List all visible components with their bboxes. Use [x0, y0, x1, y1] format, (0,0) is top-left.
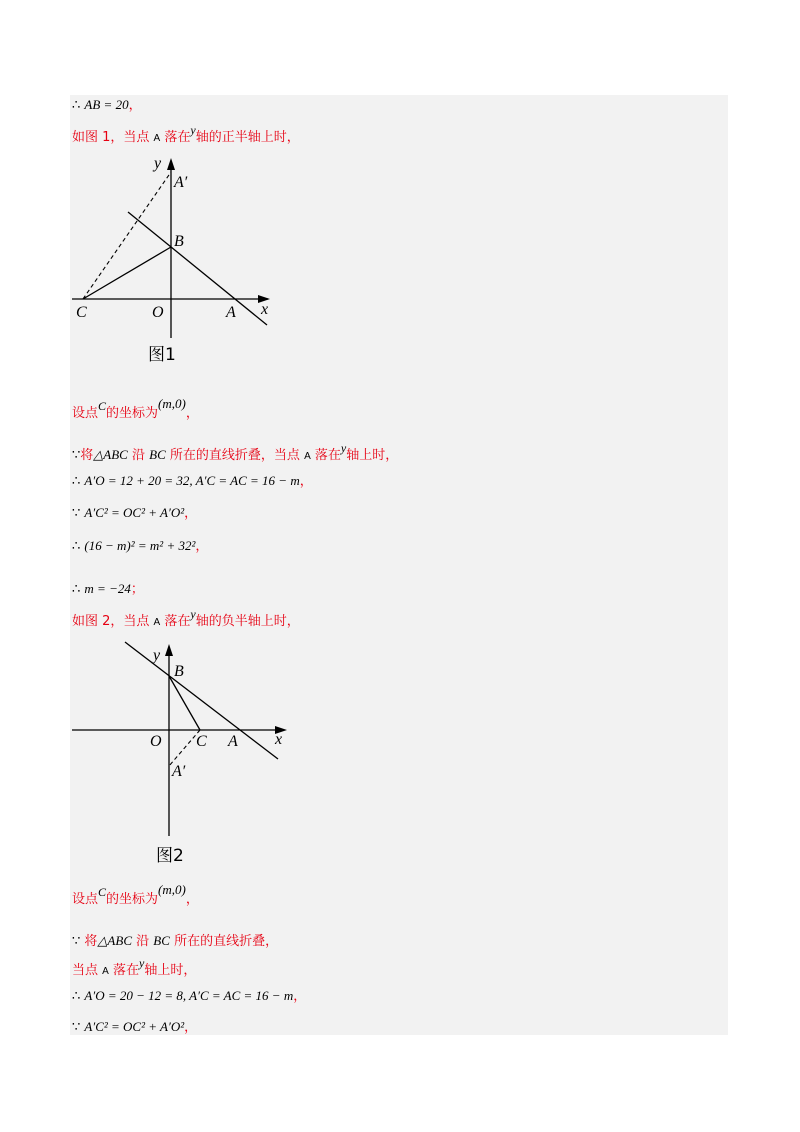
triangle: △ABC — [97, 933, 132, 948]
equation-substitution — [72, 537, 208, 556]
length-a-prime-o-2 — [72, 987, 306, 1006]
equation: A′O = 20 − 12 = 8, A′C = AC = 16 − m — [84, 988, 294, 1003]
label-o: O — [152, 304, 164, 321]
axis-var: y — [340, 441, 347, 455]
axis-var: y — [138, 956, 145, 970]
because-symbol: ∵ — [72, 934, 81, 949]
text: 轴上时， — [144, 963, 197, 978]
punctuation: ， — [184, 506, 198, 521]
because-symbol: ∵ — [72, 1020, 81, 1035]
segment: BC — [153, 933, 170, 948]
point-label: A — [102, 966, 109, 977]
point-label: A — [153, 133, 161, 144]
text: 落在 — [314, 448, 341, 463]
point-label: A — [304, 451, 311, 462]
coordinate: (m,0) — [158, 882, 186, 897]
label-b: B — [174, 233, 184, 250]
label-o: O — [150, 733, 162, 750]
point-on-y-axis — [72, 956, 197, 981]
equation: m = −24 — [84, 581, 131, 596]
therefore-symbol: ∴ — [72, 989, 81, 1004]
label-a: A — [228, 733, 238, 750]
point-var: C — [98, 399, 107, 413]
axis-var: y — [190, 123, 196, 137]
triangle: △ABC — [93, 447, 128, 462]
pythagoras — [72, 504, 197, 523]
step-ab-equals — [72, 96, 142, 115]
coordinate: (m,0) — [158, 396, 186, 411]
text: 设点 — [72, 892, 99, 907]
label-y: y — [154, 155, 162, 172]
label-b: B — [174, 663, 184, 680]
text: 的坐标为 — [106, 406, 159, 421]
equation: A′C² = OC² + A′O² — [84, 1019, 185, 1034]
punctuation: ， — [128, 98, 142, 113]
text: 落在 — [112, 963, 139, 978]
segment: BC — [149, 447, 166, 462]
set-c-coordinate — [72, 396, 199, 423]
label-y: y — [153, 647, 161, 664]
equation: A′O = 12 + 20 = 32, A′C = AC = 16 − m — [84, 473, 300, 488]
figure-2 — [70, 636, 295, 871]
text: 沿 — [132, 448, 146, 463]
y-axis-arrow — [167, 158, 175, 170]
text: 轴的负半轴上时， — [195, 614, 300, 629]
figure-1 — [70, 150, 285, 370]
case1-heading — [72, 123, 300, 148]
figure-caption: 图2 — [156, 846, 184, 866]
fold-condition — [72, 441, 399, 466]
because-symbol: ∵ — [72, 448, 81, 463]
line-ab — [128, 212, 267, 325]
label-a: A — [226, 304, 236, 321]
therefore-symbol: ∴ — [72, 98, 81, 113]
punctuation: ； — [130, 582, 144, 597]
point-label: A — [153, 617, 161, 628]
therefore-symbol: ∴ — [72, 539, 81, 554]
text: 将 — [84, 934, 98, 949]
text: 如图 1，当点 — [72, 130, 150, 145]
label-x: x — [261, 301, 269, 318]
figure-caption: 图1 — [148, 345, 176, 365]
text: 所在的直线折叠，当点 — [169, 448, 300, 463]
text: 沿 — [136, 934, 150, 949]
text: 轴上时， — [346, 448, 399, 463]
fold-condition-2 — [72, 932, 278, 951]
text: 的坐标为 — [106, 892, 159, 907]
punctuation: ， — [184, 1020, 198, 1035]
text: ， — [185, 892, 199, 907]
label-x: x — [275, 731, 283, 748]
text: ， — [185, 406, 199, 421]
text: 将 — [80, 448, 94, 463]
label-c: C — [196, 733, 207, 750]
punctuation: ， — [293, 989, 307, 1004]
set-c-coordinate-2 — [72, 882, 199, 909]
text: 所在的直线折叠， — [174, 934, 279, 949]
therefore-symbol: ∴ — [72, 582, 81, 597]
text: 落在 — [164, 614, 191, 629]
pythagoras-2 — [72, 1018, 197, 1037]
length-a-prime-o — [72, 472, 313, 491]
point-var: C — [98, 885, 107, 899]
case2-heading — [72, 607, 300, 632]
text: 当点 — [72, 963, 99, 978]
axis-var: y — [190, 607, 196, 621]
text: 轴的正半轴上时， — [195, 130, 300, 145]
text: 如图 2，当点 — [72, 614, 150, 629]
text: 设点 — [72, 406, 99, 421]
solution-m — [72, 580, 144, 599]
equation: (16 − m)² = m² + 32² — [84, 538, 196, 553]
label-a-prime: A′ — [174, 174, 188, 191]
label-c: C — [76, 304, 87, 321]
label-a-prime: A′ — [172, 763, 186, 780]
segment-cb — [83, 247, 171, 299]
therefore-symbol: ∴ — [72, 474, 81, 489]
punctuation: ， — [299, 474, 313, 489]
equation: A′C² = OC² + A′O² — [84, 505, 185, 520]
segment-bc — [169, 676, 200, 730]
because-symbol: ∵ — [72, 506, 81, 521]
equation: AB = 20 — [84, 97, 129, 112]
text: 落在 — [164, 130, 191, 145]
y-axis-arrow — [165, 644, 173, 656]
punctuation: ， — [195, 539, 209, 554]
